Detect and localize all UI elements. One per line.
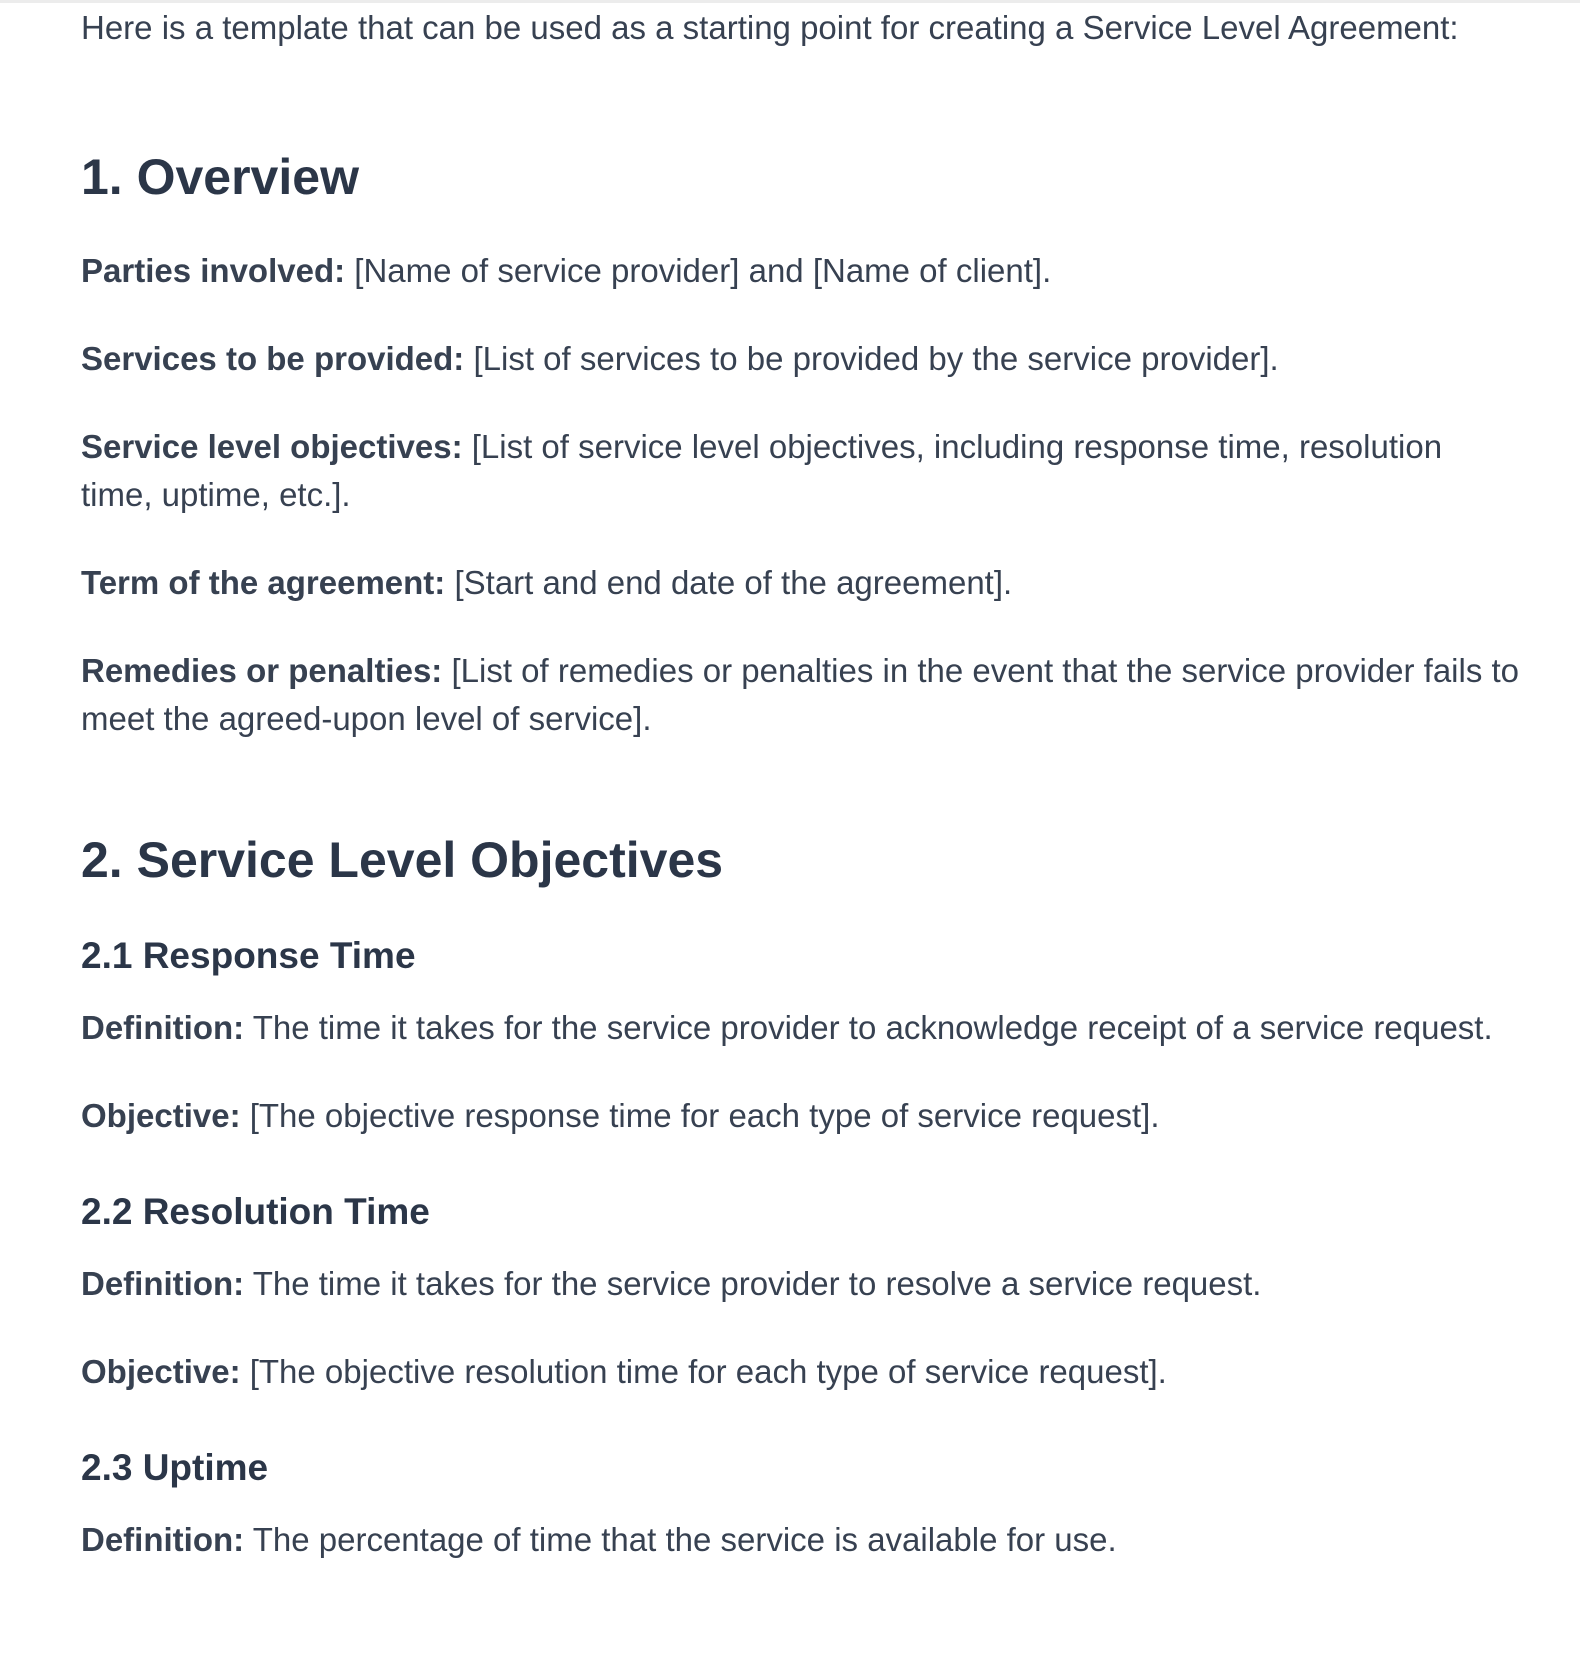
overview-service-level-objectives [81,423,1521,519]
overview-services [81,335,1521,383]
field-label: Objective: [81,1097,241,1134]
field-value: The time it takes for the service provider to resolve a service request. [244,1265,1262,1302]
field-value: [The objective resolution time for each type of service request]. [240,1353,1167,1390]
subheading-uptime: 2.3 Uptime [81,1447,269,1488]
field-label: Parties involved: [81,252,346,289]
subheading-resolution-time: 2.2 Resolution Time [81,1191,430,1232]
intro-paragraph: Here is a template that can be used as a starting point for creating a Service Level Agreement: [81,9,1459,46]
resolution-time-definition [81,1260,1521,1308]
subheading-response-time: 2.1 Response Time [81,935,416,976]
field-value: [List of remedies or penalties in the event that the service provider fails to meet the agreed-upon level of service]. [81,652,1520,737]
section-heading-overview: 1. Overview [81,149,359,205]
field-label: Definition: [81,1009,245,1046]
field-value: The percentage of time that the service is available for use. [244,1521,1117,1558]
overview-remedies [81,647,1521,743]
field-label: Services to be provided: [81,340,465,377]
field-label: Remedies or penalties: [81,652,443,689]
field-value: [The objective response time for each type of service request]. [240,1097,1160,1134]
response-time-objective [81,1092,1521,1140]
field-label: Definition: [81,1265,245,1302]
response-time-definition [81,1004,1521,1052]
field-value: The time it takes for the service provider to acknowledge receipt of a service request. [244,1009,1493,1046]
overview-parties [81,247,1521,295]
field-value: [Name of service provider] and [Name of client]. [345,252,1052,289]
field-label: Service level objectives: [81,428,463,465]
field-label: Term of the agreement: [81,564,446,601]
document-content [81,0,1521,1564]
uptime-definition [81,1516,1521,1564]
resolution-time-objective [81,1348,1521,1396]
field-label: Definition: [81,1521,245,1558]
field-label: Objective: [81,1353,241,1390]
section-heading-slo: 2. Service Level Objectives [81,832,724,888]
field-value: [List of services to be provided by the service provider]. [464,340,1279,377]
field-value: [List of service level objectives, including response time, resolution time, uptime, etc.]. [81,428,1443,513]
field-value: [Start and end date of the agreement]. [445,564,1013,601]
overview-term [81,559,1521,607]
